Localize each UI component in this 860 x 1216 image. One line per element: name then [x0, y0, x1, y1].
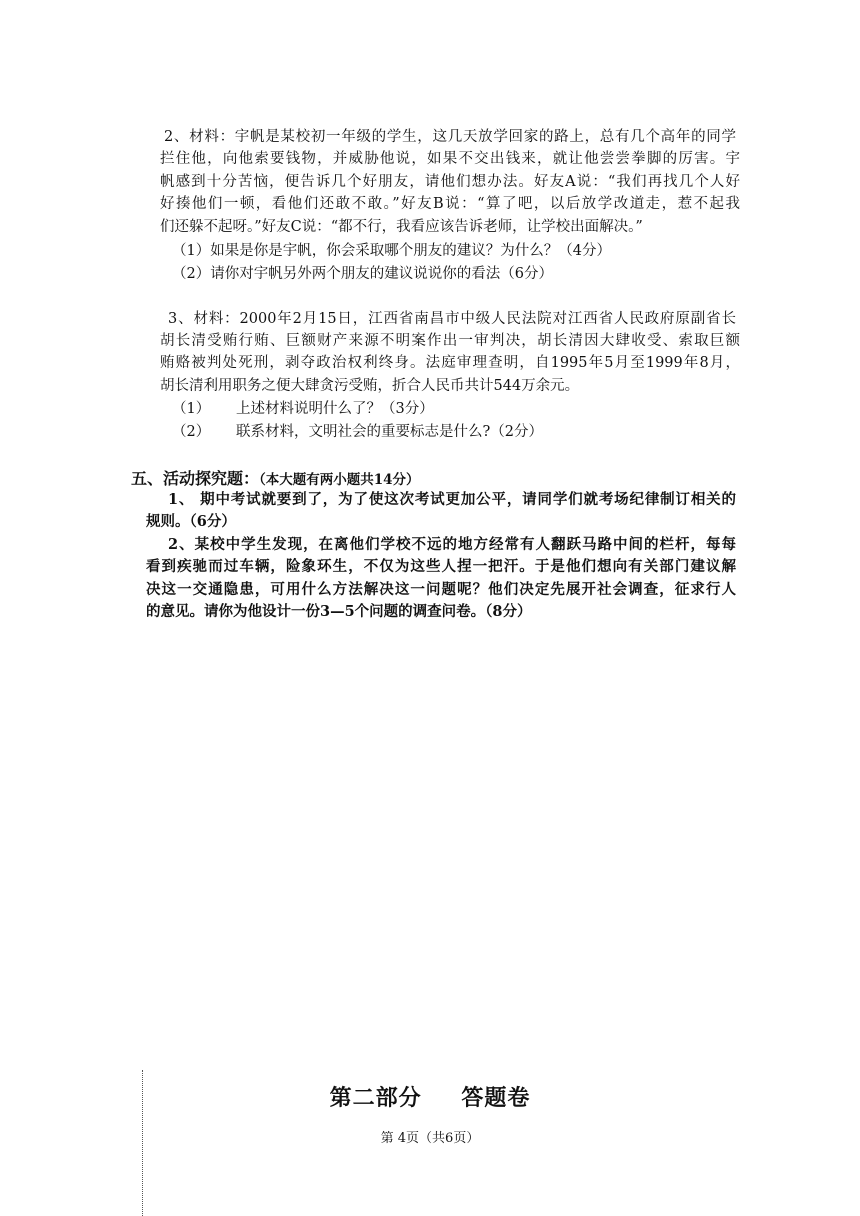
question-3-sub-2-number: （2） — [172, 424, 211, 440]
question-3-line-3: 贿赂被判处死刑，剥夺政治权利终身。法庭审理查明，自1995年5月至1999年8月， — [160, 355, 740, 371]
question-3-line-1: 3、材料：2000年2月15日，江西省南昌市中级人民法院对江西省人民政府原副省长 — [168, 311, 736, 327]
question-3-sub-1-number: （1） — [172, 401, 211, 417]
activity-question-2-line-4: 的意见。请你为他设计一份3—5个问题的调查问卷。（8分） — [146, 603, 532, 620]
question-2-line-3: 帆感到十分苦恼，便告诉几个好朋友，请他们想办法。好友A说：“我们再找几个人好 — [160, 174, 740, 190]
section-5-heading — [131, 466, 420, 489]
question-2-sub-2: （2）请你对宇帆另外两个朋友的建议说说你的看法（6分） — [172, 266, 553, 282]
question-2-line-2: 拦住他，向他索要钱物，并威胁他说，如果不交出钱来，就让他尝尝拳脚的厉害。宇 — [160, 151, 740, 167]
question-2-line-1: 2、材料：宇帆是某校初一年级的学生，这几天放学回家的路上，总有几个高年的同学 — [164, 129, 736, 145]
question-2-line-5: 们还躲不起呀。”好友C说：“都不行，我看应该告诉老师，让学校出面解决。” — [160, 219, 643, 235]
part-title: 第二部分 答题卷 — [329, 1086, 531, 1111]
section-5-title: 五、活动探究题： — [131, 469, 260, 488]
question-2-sub-1: （1）如果是你是宇帆，你会采取哪个朋友的建议？为什么？（4分） — [172, 243, 611, 259]
question-3-sub-1-text: 上述材料说明什么了？（3分） — [236, 401, 434, 417]
activity-question-2-line-2: 看到疾驰而过车辆，险象环生，不仅为这些人捏一把汗。于是他们想向有关部门建议解 — [146, 558, 736, 575]
activity-question-2-line-1: 2、某校中学生发现，在离他们学校不远的地方经常有人翻跃马路中间的栏杆，每每 — [168, 536, 736, 553]
question-3-line-2: 胡长清受贿行贿、巨额财产来源不明案作出一审判决，胡长清因大肆收受、索取巨额 — [160, 333, 740, 349]
section-5-note: （本大题有两小题共14分） — [259, 472, 420, 488]
question-3-sub-2-text: 联系材料，文明社会的重要标志是什么?（2分） — [236, 424, 543, 440]
question-2-line-4: 好揍他们一顿，看他们还敢不敢。”好友B说：“算了吧，以后放学改道走，惹不起我 — [160, 196, 740, 212]
activity-question-1-line-1: 1、 期中考试就要到了，为了使这次考试更加公平，请同学们就考场纪律制订相关的 — [168, 491, 736, 508]
page-number: 第 4页（共6页） — [380, 1131, 480, 1146]
activity-question-2-line-3: 决这一交通隐患，可用什么方法解决这一问题呢？他们决定先展开社会调查，征求行人 — [146, 581, 736, 598]
question-3-line-4: 胡长清利用职务之便大肆贪污受贿，折合人民币共计544万余元。 — [160, 378, 580, 394]
activity-question-1-line-2: 规则。（6分） — [146, 513, 236, 530]
